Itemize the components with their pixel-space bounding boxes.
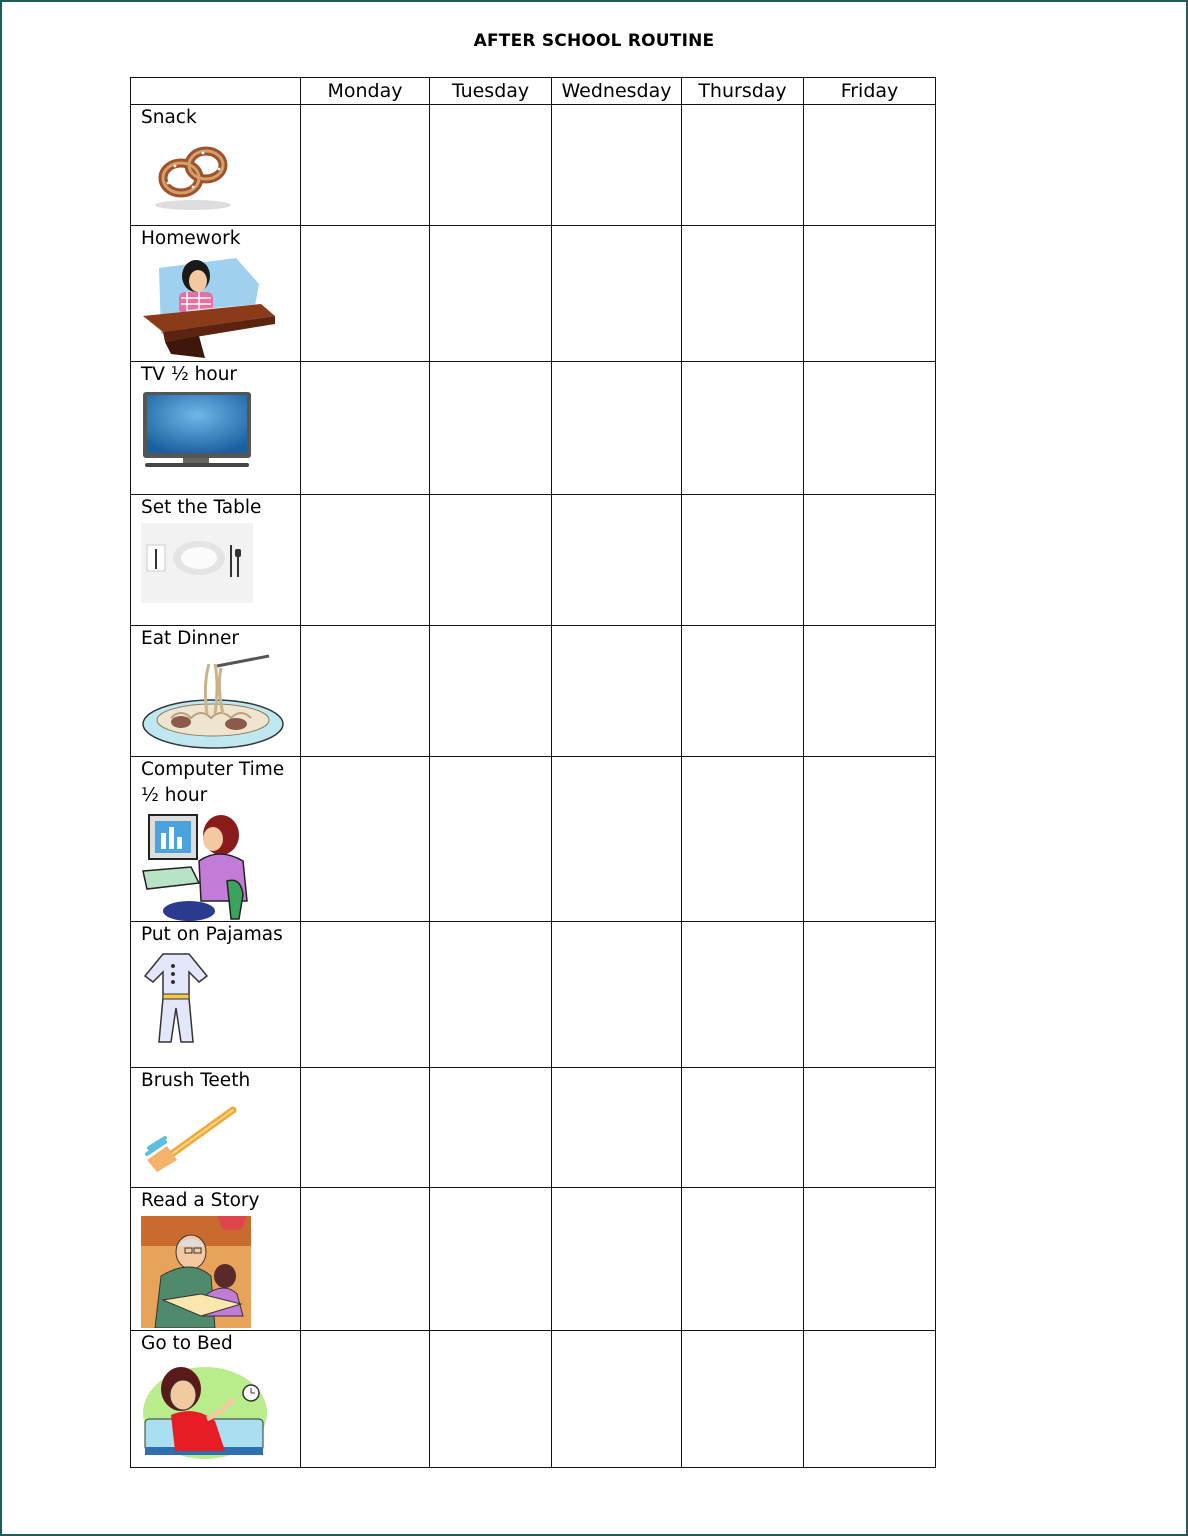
checkbox-cell[interactable] [804, 922, 936, 1068]
task-cell [131, 626, 301, 757]
checkbox-cell[interactable] [804, 1331, 936, 1468]
grandpa-reading-icon [141, 1216, 251, 1328]
routine-chart [130, 77, 936, 1468]
task-label: Eat Dinner [141, 628, 239, 649]
task-label: Set the Table [141, 497, 262, 518]
task-row [131, 922, 936, 1068]
task-label: Read a Story [141, 1190, 260, 1211]
girl-at-computer-icon [141, 811, 253, 921]
task-cell [131, 362, 301, 495]
task-label: Homework [141, 228, 241, 249]
checkbox-cell[interactable] [301, 105, 430, 226]
checkbox-cell[interactable] [430, 1068, 552, 1188]
checkbox-cell[interactable] [682, 1068, 804, 1188]
checkbox-cell[interactable] [430, 1331, 552, 1468]
spaghetti-plate-icon [141, 654, 289, 754]
checkbox-cell[interactable] [301, 626, 430, 757]
checkbox-cell[interactable] [301, 1188, 430, 1331]
checkbox-cell[interactable] [552, 1068, 682, 1188]
checkbox-cell[interactable] [430, 922, 552, 1068]
checkbox-cell[interactable] [552, 495, 682, 626]
task-row [131, 226, 936, 362]
task-cell [131, 1331, 301, 1468]
place-setting-icon [141, 523, 253, 603]
checkbox-cell[interactable] [682, 922, 804, 1068]
checkbox-cell[interactable] [552, 226, 682, 362]
checkbox-cell[interactable] [301, 922, 430, 1068]
student-at-desk-icon [141, 254, 281, 360]
task-cell [131, 757, 301, 922]
task-row [131, 626, 936, 757]
checkbox-cell[interactable] [301, 495, 430, 626]
task-label: Put on Pajamas [141, 924, 283, 945]
checkbox-cell[interactable] [430, 362, 552, 495]
pajamas-icon [141, 950, 211, 1046]
task-cell [131, 495, 301, 626]
task-label: Go to Bed [141, 1333, 233, 1354]
task-label: Snack [141, 107, 197, 128]
day-header: Wednesday [552, 78, 682, 105]
checkbox-cell[interactable] [804, 1188, 936, 1331]
task-label: Brush Teeth [141, 1070, 251, 1091]
pretzel-icon [141, 133, 241, 213]
day-header: Tuesday [430, 78, 552, 105]
checkbox-cell[interactable] [682, 626, 804, 757]
header-row [131, 78, 936, 105]
day-header: Friday [804, 78, 936, 105]
task-cell [131, 1068, 301, 1188]
task-label: Computer Time ½ hour [141, 759, 285, 806]
checkbox-cell[interactable] [804, 1068, 936, 1188]
corner-cell [131, 78, 301, 105]
task-row [131, 1188, 936, 1331]
task-row [131, 362, 936, 495]
checkbox-cell[interactable] [430, 226, 552, 362]
checkbox-cell[interactable] [301, 1331, 430, 1468]
checkbox-cell[interactable] [682, 226, 804, 362]
checkbox-cell[interactable] [552, 105, 682, 226]
task-row [131, 105, 936, 226]
checkbox-cell[interactable] [804, 362, 936, 495]
checkbox-cell[interactable] [804, 626, 936, 757]
checkbox-cell[interactable] [552, 362, 682, 495]
checkbox-cell[interactable] [430, 105, 552, 226]
task-cell [131, 1188, 301, 1331]
checkbox-cell[interactable] [682, 495, 804, 626]
checkbox-cell[interactable] [552, 1331, 682, 1468]
checkbox-cell[interactable] [804, 757, 936, 922]
checkbox-cell[interactable] [552, 757, 682, 922]
task-row [131, 1331, 936, 1468]
girl-in-bed-icon [141, 1359, 269, 1463]
checkbox-cell[interactable] [682, 362, 804, 495]
page-title: AFTER SCHOOL ROUTINE [473, 31, 715, 51]
checkbox-cell[interactable] [430, 1188, 552, 1331]
checkbox-cell[interactable] [552, 922, 682, 1068]
checkbox-cell[interactable] [430, 495, 552, 626]
task-row [131, 1068, 936, 1188]
checkbox-cell[interactable] [430, 757, 552, 922]
checkbox-cell[interactable] [682, 757, 804, 922]
checkbox-cell[interactable] [430, 626, 552, 757]
checkbox-cell[interactable] [804, 105, 936, 226]
checkbox-cell[interactable] [804, 495, 936, 626]
checkbox-cell[interactable] [301, 757, 430, 922]
task-label: TV ½ hour [141, 364, 238, 385]
checkbox-cell[interactable] [301, 362, 430, 495]
toothbrush-icon [141, 1096, 241, 1172]
task-cell [131, 922, 301, 1068]
checkbox-cell[interactable] [552, 1188, 682, 1331]
checkbox-cell[interactable] [301, 1068, 430, 1188]
task-row [131, 757, 936, 922]
task-cell [131, 105, 301, 226]
checkbox-cell[interactable] [682, 1188, 804, 1331]
day-header: Monday [301, 78, 430, 105]
television-icon [141, 390, 253, 470]
checkbox-cell[interactable] [301, 226, 430, 362]
checkbox-cell[interactable] [552, 626, 682, 757]
checkbox-cell[interactable] [682, 1331, 804, 1468]
task-cell [131, 226, 301, 362]
checkbox-cell[interactable] [682, 105, 804, 226]
task-row [131, 495, 936, 626]
checkbox-cell[interactable] [804, 226, 936, 362]
day-header: Thursday [682, 78, 804, 105]
